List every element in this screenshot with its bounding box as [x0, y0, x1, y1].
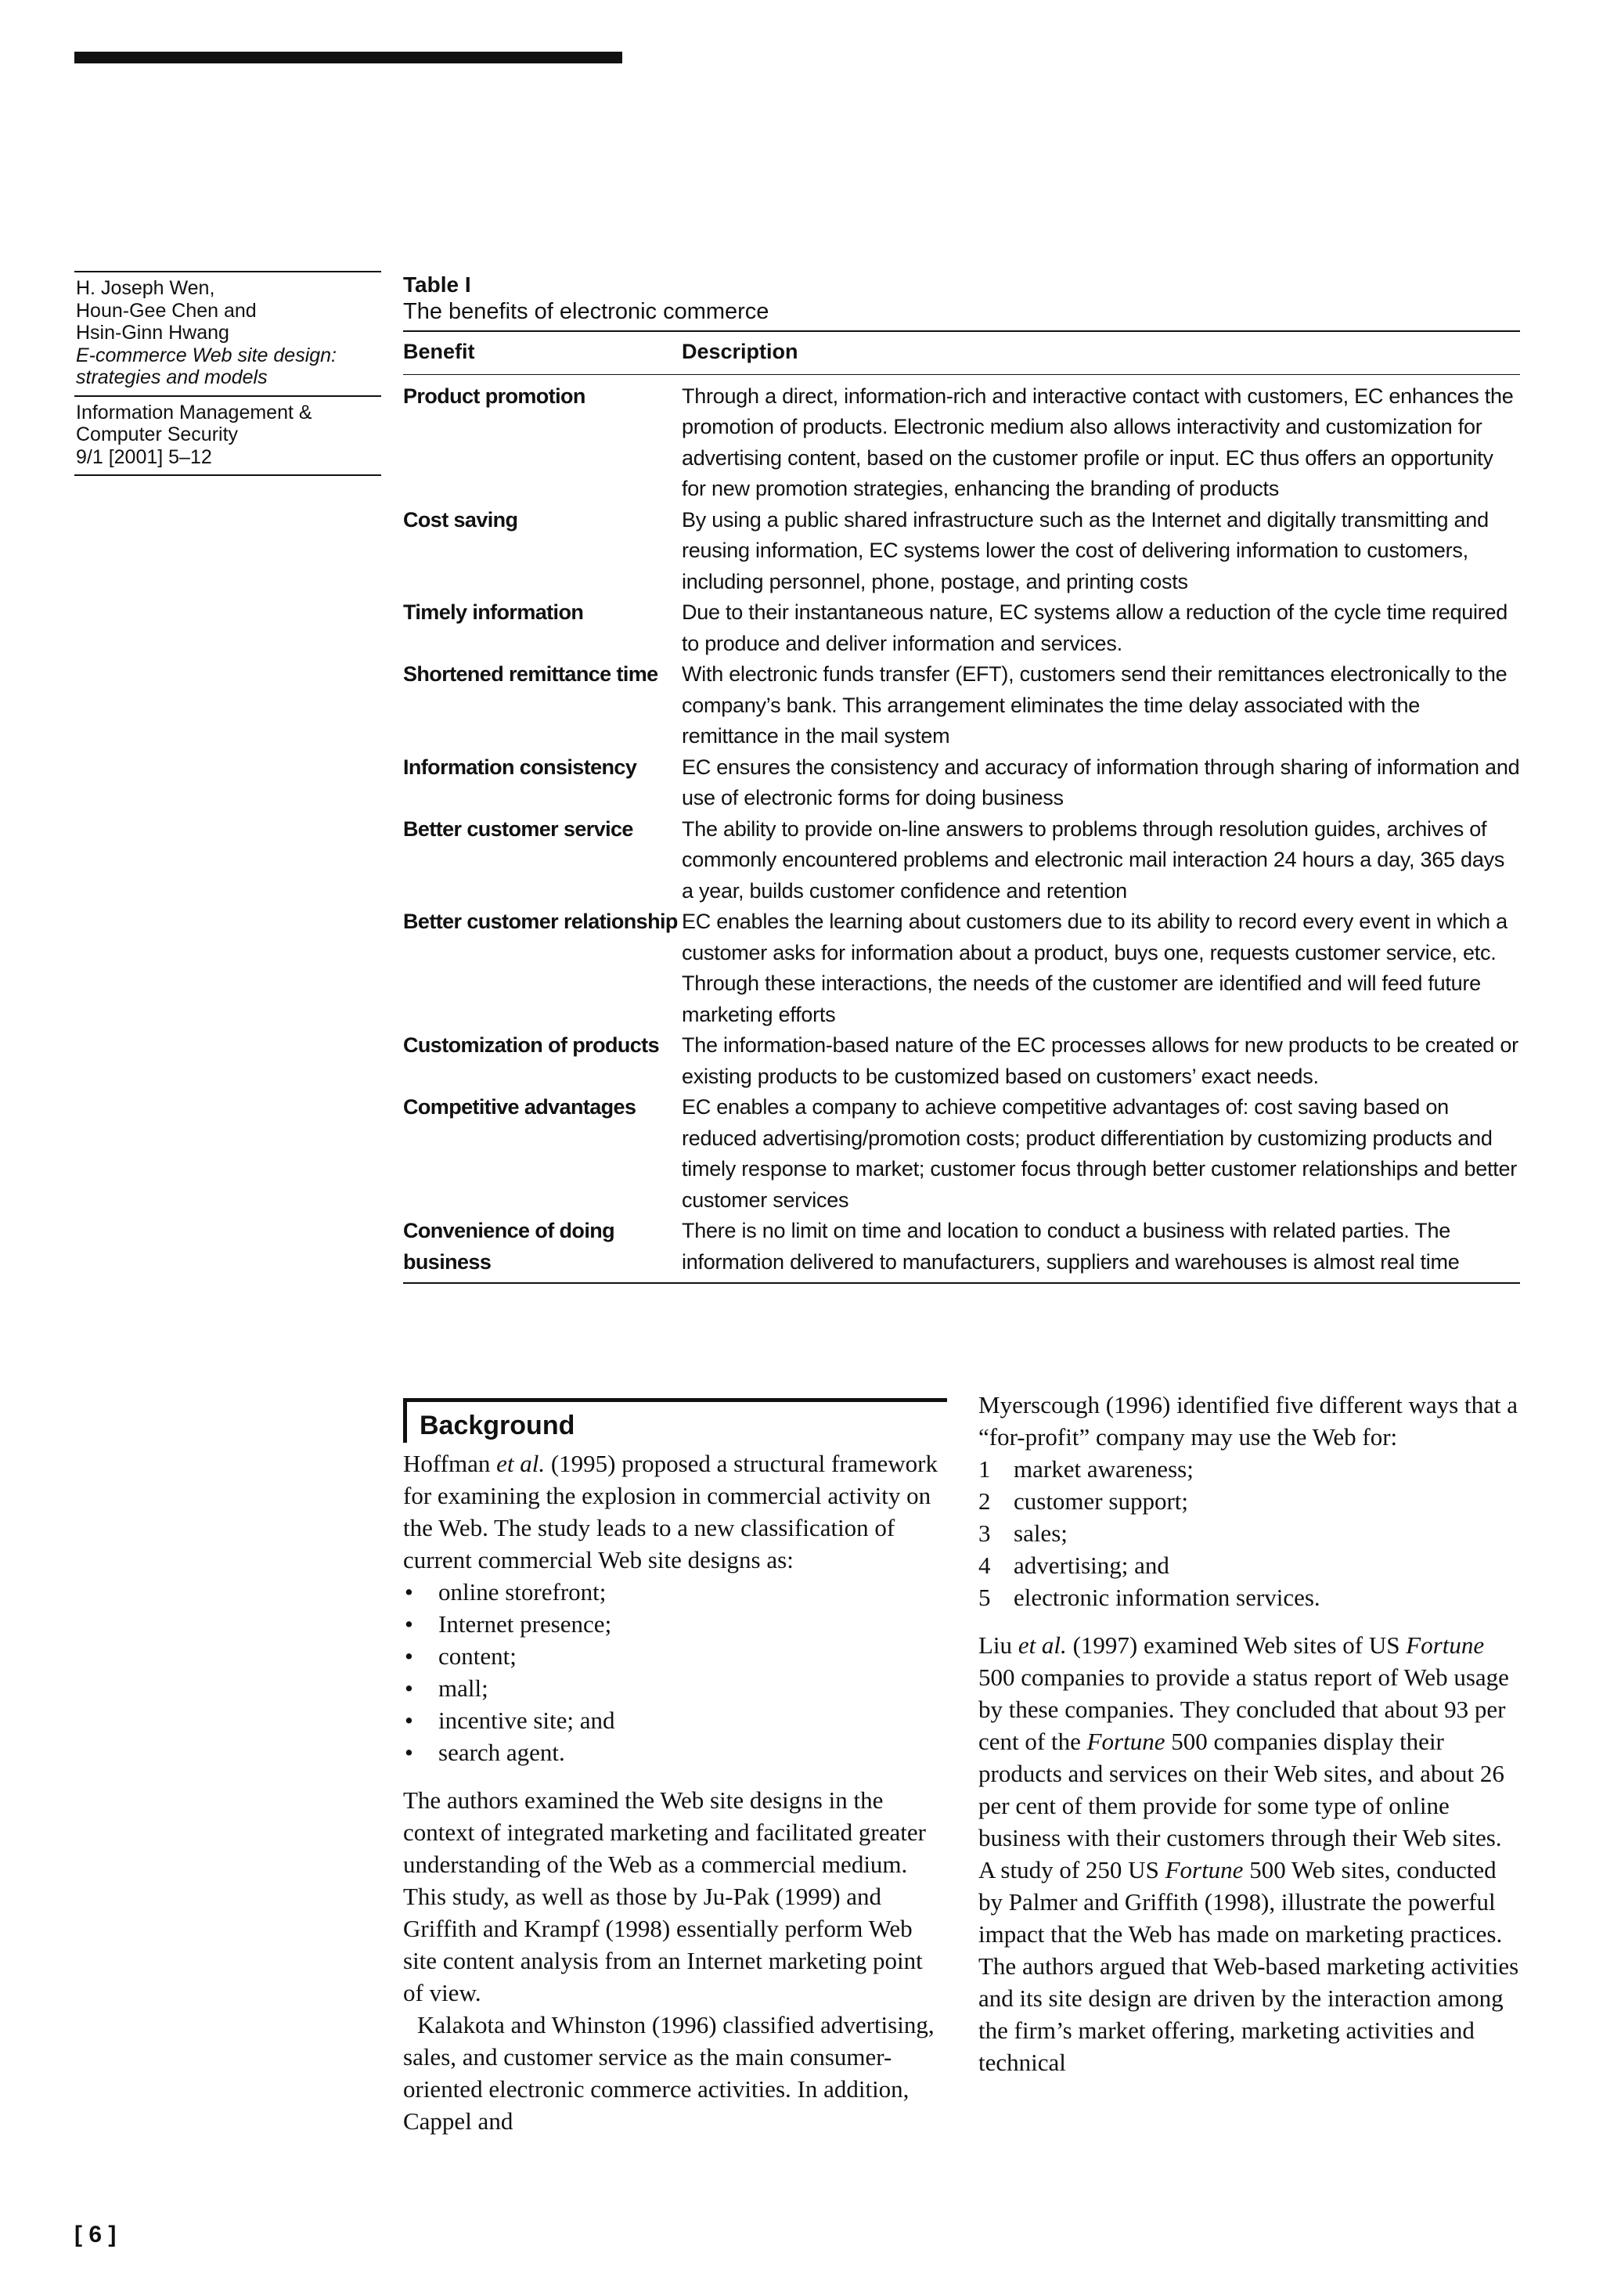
table-row [403, 505, 1520, 598]
journal-name-line: Information Management & [76, 401, 312, 424]
header-description: Description [682, 331, 1520, 374]
table-caption: The benefits of electronic commerce [403, 299, 769, 324]
table-number: Table I [403, 272, 471, 297]
paragraph: Kalakota and Whinston (1996) classified advertising, sales, and customer service as the main consumer-oriented electronic commerce activities. In addition, Cappel and [403, 2011, 935, 2135]
list-number: 5 [978, 1584, 991, 1611]
bullet-mark: • [405, 1610, 413, 1638]
table-row [403, 907, 1520, 1030]
list-item: • Internet presence; [403, 1608, 947, 1640]
benefit-cell: Better customer relationship [403, 910, 678, 933]
benefit-cell: Information consistency [403, 755, 637, 779]
running-header-sidebar [74, 271, 381, 476]
emphasis: Fortune [1165, 1856, 1244, 1883]
list-number: 2 [978, 1487, 991, 1515]
table-row [403, 814, 1520, 907]
article-info [74, 271, 381, 395]
description-cell: Through a direct, information-rich and interactive contact with customers, EC enhances the promotion of products. Electronic medium also allows interactivity and customization for advertising content, based on the customer profile or input. EC thus offers an opportunity for new promotion strategies, enhancing the branding of products [682, 384, 1514, 500]
table-row [403, 659, 1520, 752]
body-column-left [403, 1398, 947, 2137]
list-item: 2 customer support; [978, 1485, 1520, 1517]
table-row [403, 1216, 1520, 1283]
journal-name-line: Computer Security [76, 424, 239, 445]
body-column-right [978, 1389, 1520, 2078]
bullet-mark: • [405, 1739, 413, 1766]
benefit-cell: Timely information [403, 600, 584, 624]
numbered-list [978, 1453, 1520, 1613]
paragraph: Liu et al. (1997) examined Web sites of US Fortune 500 companies to provide a status report of Web usage by these companies. They concluded that about 93 per cent of the Fortune 500 companies display their products and services on their Web sites, and about 26 per cent of them provide for some type of online business with their customers through their Web sites. A study of 250 US Fortune 500 Web sites, conducted by Palmer and Griffith (1998), illustrate the powerful impact that the Web has made on marketing practices. The authors argued that Web-based marketing activities and its site design are driven by the interaction among the firm’s market offering, marketing activities and technical [978, 1631, 1519, 2076]
benefit-cell: Cost saving [403, 507, 518, 532]
article-title-line: strategies and models [76, 366, 268, 388]
journal-issue: 9/1 [2001] 5–12 [76, 445, 212, 468]
bullet-mark: • [405, 1578, 413, 1606]
list-item: 1 market awareness; [978, 1453, 1520, 1485]
table-row [403, 597, 1520, 659]
list-item: • incentive site; and [403, 1704, 947, 1736]
table-row [403, 1030, 1520, 1092]
list-item: • content; [403, 1640, 947, 1672]
author-line: H. Joseph Wen, [76, 277, 215, 299]
paragraph: Myerscough (1996) identified five different ways that a “for-profit” company may use the Web for: [978, 1391, 1518, 1451]
list-item: 5 electronic information services. [978, 1581, 1520, 1613]
emphasis: Fortune [1086, 1728, 1165, 1755]
description-cell: With electronic funds transfer (EFT), customers send their remittances electronically to the company’s bank. This arrangement eliminates the time delay associated with the remittance in the mail system [682, 662, 1508, 748]
list-item: 3 sales; [978, 1517, 1520, 1549]
journal-info [74, 395, 381, 477]
description-cell: EC enables the learning about customers due to its ability to record every event in which a customer asks for information about a product, buys one, requests customer service, etc. Through these interactions, the needs of the customer are identified and will feed future marketing efforts [682, 910, 1508, 1026]
benefits-table [403, 330, 1520, 1284]
author-line: Hsin-Ginn Hwang [76, 322, 229, 344]
benefit-cell: Customization of products [403, 1033, 659, 1057]
table-header-row [403, 331, 1520, 374]
list-number: 3 [978, 1519, 991, 1547]
table-row [403, 374, 1520, 505]
list-item: • online storefront; [403, 1576, 947, 1608]
bullet-list [403, 1576, 947, 1768]
table-row [403, 1092, 1520, 1216]
emphasis: et al. [1018, 1631, 1067, 1659]
section-heading: Background [403, 1398, 947, 1443]
description-cell: The ability to provide on-line answers to problems through resolution guides, archives of commonly encountered problems and electronic mail interaction 24 hours a day, 365 days a year, builds customer confidence and retention [682, 816, 1505, 903]
header-benefit: Benefit [403, 331, 682, 374]
description-cell: Due to their instantaneous nature, EC systems allow a reduction of the cycle time required to produce and deliver information and services. [682, 600, 1508, 655]
paragraph: Hoffman et al. (1995) proposed a structural framework for examining the explosion in commercial activity on the Web. The study leads to a new classification of current commercial Web site designs as: [403, 1450, 938, 1573]
header-rule [74, 52, 622, 63]
description-cell: The information-based nature of the EC processes allows for new products to be created or existing products to be customized based on customers’ exact needs. [682, 1033, 1518, 1088]
benefit-cell: Better customer service [403, 816, 633, 841]
list-number: 1 [978, 1455, 991, 1483]
page-number: [ 6 ] [74, 2222, 117, 2247]
list-number: 4 [978, 1552, 991, 1579]
author-line: Houn-Gee Chen and [76, 299, 257, 322]
list-item: • mall; [403, 1672, 947, 1704]
emphasis: et al. [496, 1450, 546, 1477]
list-item: 4 advertising; and [978, 1549, 1520, 1581]
bullet-mark: • [405, 1642, 413, 1670]
description-cell: EC enables a company to achieve competitive advantages of: cost saving based on reduced advertising/promotion costs; product differentiation by customizing products and timely response to market; customer focus through better customer relationships and better customer services [682, 1095, 1518, 1212]
description-cell: There is no limit on time and location to conduct a business with related parties. The information delivered to manufacturers, suppliers and warehouses is almost real time [682, 1216, 1520, 1283]
benefit-cell: Competitive advantages [403, 1095, 636, 1119]
table-row [403, 752, 1520, 814]
article-title-line: E-commerce Web site design: [76, 344, 337, 366]
benefits-table-block [403, 272, 1520, 1284]
benefit-cell: Product promotion [403, 384, 585, 408]
description-cell: By using a public shared infrastructure such as the Internet and digitally transmitting and reusing information, EC systems lower the cost of delivering information to customers, including personnel, phone, postage, and printing costs [682, 507, 1489, 593]
benefit-cell: Shortened remittance time [403, 662, 658, 686]
list-item: • search agent. [403, 1736, 947, 1768]
paragraph: The authors examined the Web site designs in the context of integrated marketing and facilitated greater understanding of the Web as a commercial medium. This study, as well as those by Ju-Pak (1999) and Griffith and Krampf (1998) essentially perform Web site content analysis from an Internet marketing point of view. [403, 1786, 926, 2006]
bullet-mark: • [405, 1707, 413, 1734]
emphasis: Fortune [1406, 1631, 1485, 1659]
benefit-cell: Convenience of doing business [403, 1216, 682, 1283]
description-cell: EC ensures the consistency and accuracy of information through sharing of information and use of electronic forms for doing business [682, 755, 1520, 809]
bullet-mark: • [405, 1674, 413, 1702]
